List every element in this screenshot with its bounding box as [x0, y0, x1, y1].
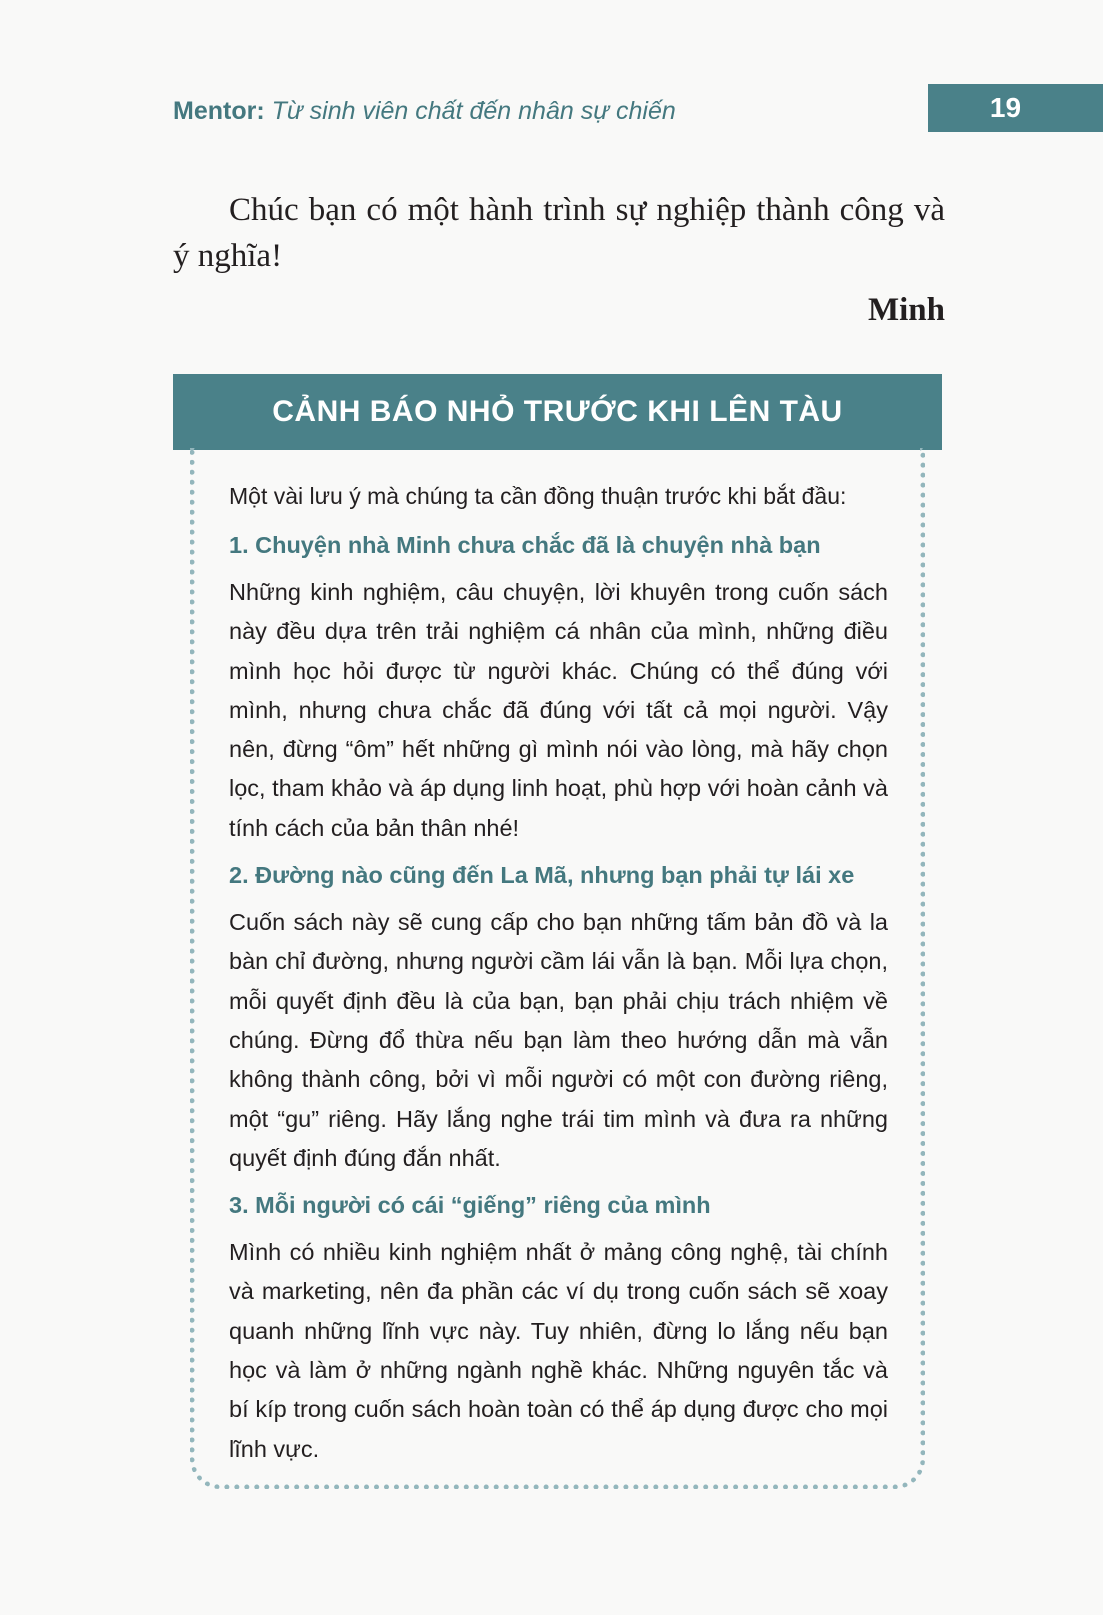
- point-heading: 2. Đường nào cũng đến La Mã, nhưng bạn phải tự lái xe: [229, 862, 855, 889]
- warning-point: [229, 857, 888, 1178]
- book-name: Mentor:: [173, 97, 265, 125]
- page-number-tab: [928, 84, 1103, 132]
- warning-intro: Một vài lưu ý mà chúng ta cần đồng thuận trước khi bắt đầu:: [229, 483, 847, 509]
- author-signature: Minh: [867, 292, 945, 328]
- warning-content: [229, 477, 888, 1478]
- warning-title: CẢNH BÁO NHỎ TRƯỚC KHI LÊN TÀU: [272, 395, 843, 428]
- running-header: [173, 91, 676, 131]
- point-heading: 3. Mỗi người có cái “giếng” riêng của mình: [229, 1192, 711, 1219]
- point-body: Mình có nhiều kinh nghiệm nhất ở mảng công nghệ, tài chính và marketing, nên đa phần các ví dụ trong cuốn sách sẽ xoay quanh những lĩnh vực này. Tuy nhiên, đừng lo lắng nếu bạn học và làm ở những ngành nghề khác. Những nguyên tắc và bí kíp trong cuốn sách hoàn toàn có thể áp dụng được cho mọi lĩnh vực.: [229, 1239, 888, 1462]
- point-body: Cuốn sách này sẽ cung cấp cho bạn những tấm bản đồ và la bàn chỉ đường, nhưng người cầm lái vẫn là bạn. Mỗi lựa chọn, mỗi quyết định đều là của bạn, bạn phải chịu trách nhiệm về chúng. Đừng đổ thừa nếu bạn làm theo hướng dẫn mà vẫn không thành công, bởi vì mỗi người có một con đường riêng, một “gu” riêng. Hãy lắng nghe trái tim mình và đưa ra những quyết định đúng đắn nhất.: [229, 909, 888, 1171]
- point-heading: 1. Chuyện nhà Minh chưa chắc đã là chuyện nhà bạn: [229, 532, 821, 558]
- point-body: Những kinh nghiệm, câu chuyện, lời khuyên trong cuốn sách này đều dựa trên trải nghiệm cá nhân của mình, những điều mình học hỏi được từ người khác. Chúng có thể đúng với mình, nhưng chưa chắc đã đúng với tất cả mọi người. Vậy nên, đừng “ôm” hết những gì mình nói vào lòng, mà hãy chọn lọc, tham khảo và áp dụng linh hoạt, phù hợp với hoàn cảnh và tính cách của bản thân nhé!: [229, 579, 888, 841]
- page-number: 19: [989, 92, 1022, 123]
- closing-paragraph: Chúc bạn có một hành trình sự nghiệp thành công và ý nghĩa!: [173, 192, 945, 274]
- warning-point: [229, 1187, 888, 1469]
- warning-point: [229, 527, 888, 848]
- book-subtitle: Từ sinh viên chất đến nhân sự chiến: [264, 97, 676, 125]
- warning-banner: [173, 374, 942, 450]
